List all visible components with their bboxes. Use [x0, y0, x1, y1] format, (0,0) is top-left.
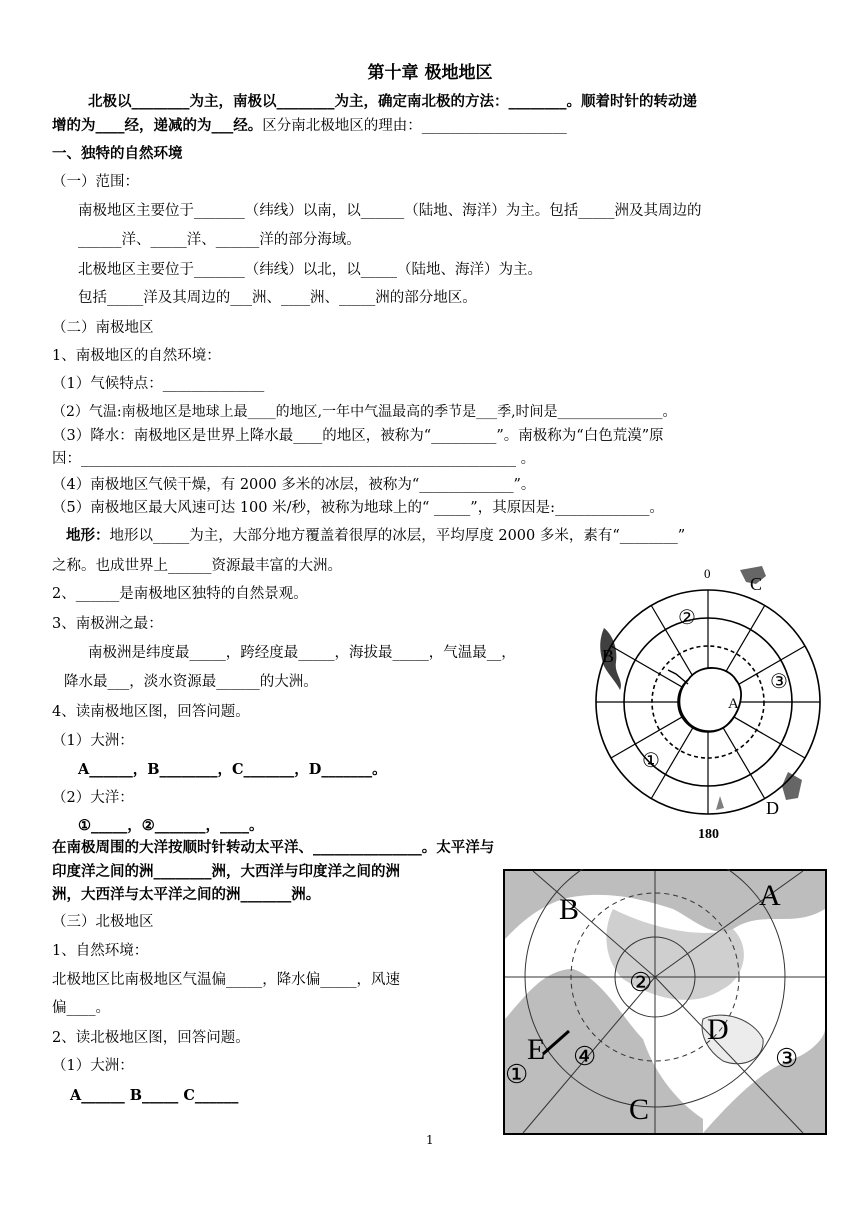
arctic-label-B: B [559, 893, 580, 926]
terrain-label: 地形： [66, 527, 110, 544]
intro-line-2 [52, 116, 567, 136]
antarctic-q3a: 南极洲是纬度最_____，跨经度最_____，海拔最_____，气温最__， [88, 645, 516, 661]
antarctic-climate: （1）气候特点：______________ [52, 376, 265, 392]
arctic-label-C: C [629, 1093, 650, 1126]
scope-line: 北极地区主要位于_______（纬线）以北，以_____（陆地、海洋）为主。 [78, 262, 542, 278]
antarctic-q4-1: （1）大洲： [52, 733, 134, 749]
map-label-C: C [750, 574, 763, 594]
arctic-q2: 2、读北极地区图，回答问题。 [52, 1030, 250, 1046]
scope-line: 包括_____洋及其周边的___洲、____洲、_____洲的部分地区。 [78, 290, 477, 306]
intro-line-2a: 增的为____经，递减的为___经。 [52, 117, 263, 134]
antarctic-q4-1a: A______，B________，C_______，D_______。 [78, 761, 387, 778]
antarctic-env: 1、南极地区的自然环境： [52, 348, 221, 364]
antarctic-temp: （2）气温:南极地区是地球上最____的地区,一年中气温最高的季节是___季,时间是_______________。 [52, 404, 677, 420]
antarctic-bold-2: 印度洋之间的洲________洲，大西洋与印度洋之间的洲 [52, 863, 400, 880]
arctic-heading: （三）北极地区 [52, 914, 154, 930]
map-label-D: D [766, 798, 779, 818]
arctic-ocean-1: ① [505, 1060, 529, 1089]
map-label-A: A [728, 696, 739, 712]
scope-line: 南极地区主要位于_______（纬线）以南，以______（陆地、海洋）为主。包括_____洲及其周边的 [78, 203, 702, 219]
map-label-180: 180 [698, 827, 719, 842]
arctic-ocean-3: ③ [775, 1044, 799, 1073]
arctic-label-A: A [759, 879, 781, 912]
map-ocean-2: ② [678, 607, 696, 629]
antarctic-q2: 2、______是南极地区独特的自然景观。 [52, 586, 308, 602]
terrain-text: 地形以_____为主，大部分地方覆盖着很厚的冰层，平均厚度 2000 多米，素有“________” [109, 528, 686, 544]
intro-line-2b: 区分南北极地区的理由：____________________ [262, 118, 567, 134]
antarctic-bold-3: 洲，大西洋与太平洋之间的洲_______洲。 [52, 886, 321, 903]
antarctic-q4: 4、读南极地区图，回答问题。 [52, 704, 250, 720]
antarctic-bold-1: 在南极周围的大洋按顺时针转动太平洋、_______________。太平洋与 [52, 839, 495, 856]
page-number: 1 [426, 1133, 434, 1147]
arctic-q2-1: （1）大洲： [52, 1058, 134, 1074]
antarctic-wind: （5）南极地区最大风速可达 100 米/秒，被称为地球上的“ _____”，其原因是:_____________。 [52, 500, 664, 516]
antarctic-q4-2: （2）大洋： [52, 790, 134, 806]
antarctic-map [590, 562, 842, 844]
map-label-B: B [602, 646, 615, 666]
arctic-env-a: 北极地区比南极地区气温偏_____，降水偏_____，风速 [52, 972, 400, 988]
scope-heading: （一）范围： [52, 174, 139, 190]
antarctic-q3: 3、南极洲之最： [52, 616, 163, 632]
intro-line-1: 北极以________为主，南极以________为主，确定南北极的方法：________。顺着时针的转动递 [88, 93, 697, 110]
arctic-label-E: E [527, 1033, 546, 1066]
antarctic-heading: （二）南极地区 [52, 320, 154, 336]
antarctic-precip-2: 因：____________________________________________________________ 。 [52, 451, 536, 467]
antarctic-terrain-2: 之称。也成世界上______资源最丰富的大洲。 [52, 558, 342, 574]
arctic-label-D: D [707, 1013, 729, 1046]
antarctic-q3b: 降水最___，淡水资源最______的大洲。 [64, 674, 318, 690]
arctic-env-b: 偏____。 [52, 1000, 110, 1016]
arctic-q2-1a: A______ B_____ C______ [70, 1087, 239, 1104]
arctic-ocean-2: ② [629, 968, 653, 997]
scope-line: ______洋、_____洋、______洋的部分海域。 [78, 232, 361, 248]
antarctic-q4-2a: ①_____，②_______，____。 [78, 817, 264, 834]
antarctic-terrain [66, 526, 685, 546]
map-label-0: 0 [704, 566, 711, 581]
page-title: 第十章 极地地区 [367, 63, 493, 83]
arctic-ocean-4: ④ [573, 1042, 597, 1071]
map-ocean-1: ① [642, 750, 660, 772]
arctic-map [503, 869, 827, 1135]
antarctic-dry: （4）南极地区气候干燥，有 2000 多米的冰层，被称为“_____________”。 [52, 477, 536, 493]
arctic-env: 1、自然环境： [52, 943, 149, 959]
antarctic-precip-1: （3）降水：南极地区是世界上降水最____的地区，被称为“_________”。南极称为“白色荒漠”原 [52, 428, 664, 444]
map-ocean-3: ③ [770, 671, 788, 693]
section-heading: 一、独特的自然环境 [52, 145, 183, 162]
